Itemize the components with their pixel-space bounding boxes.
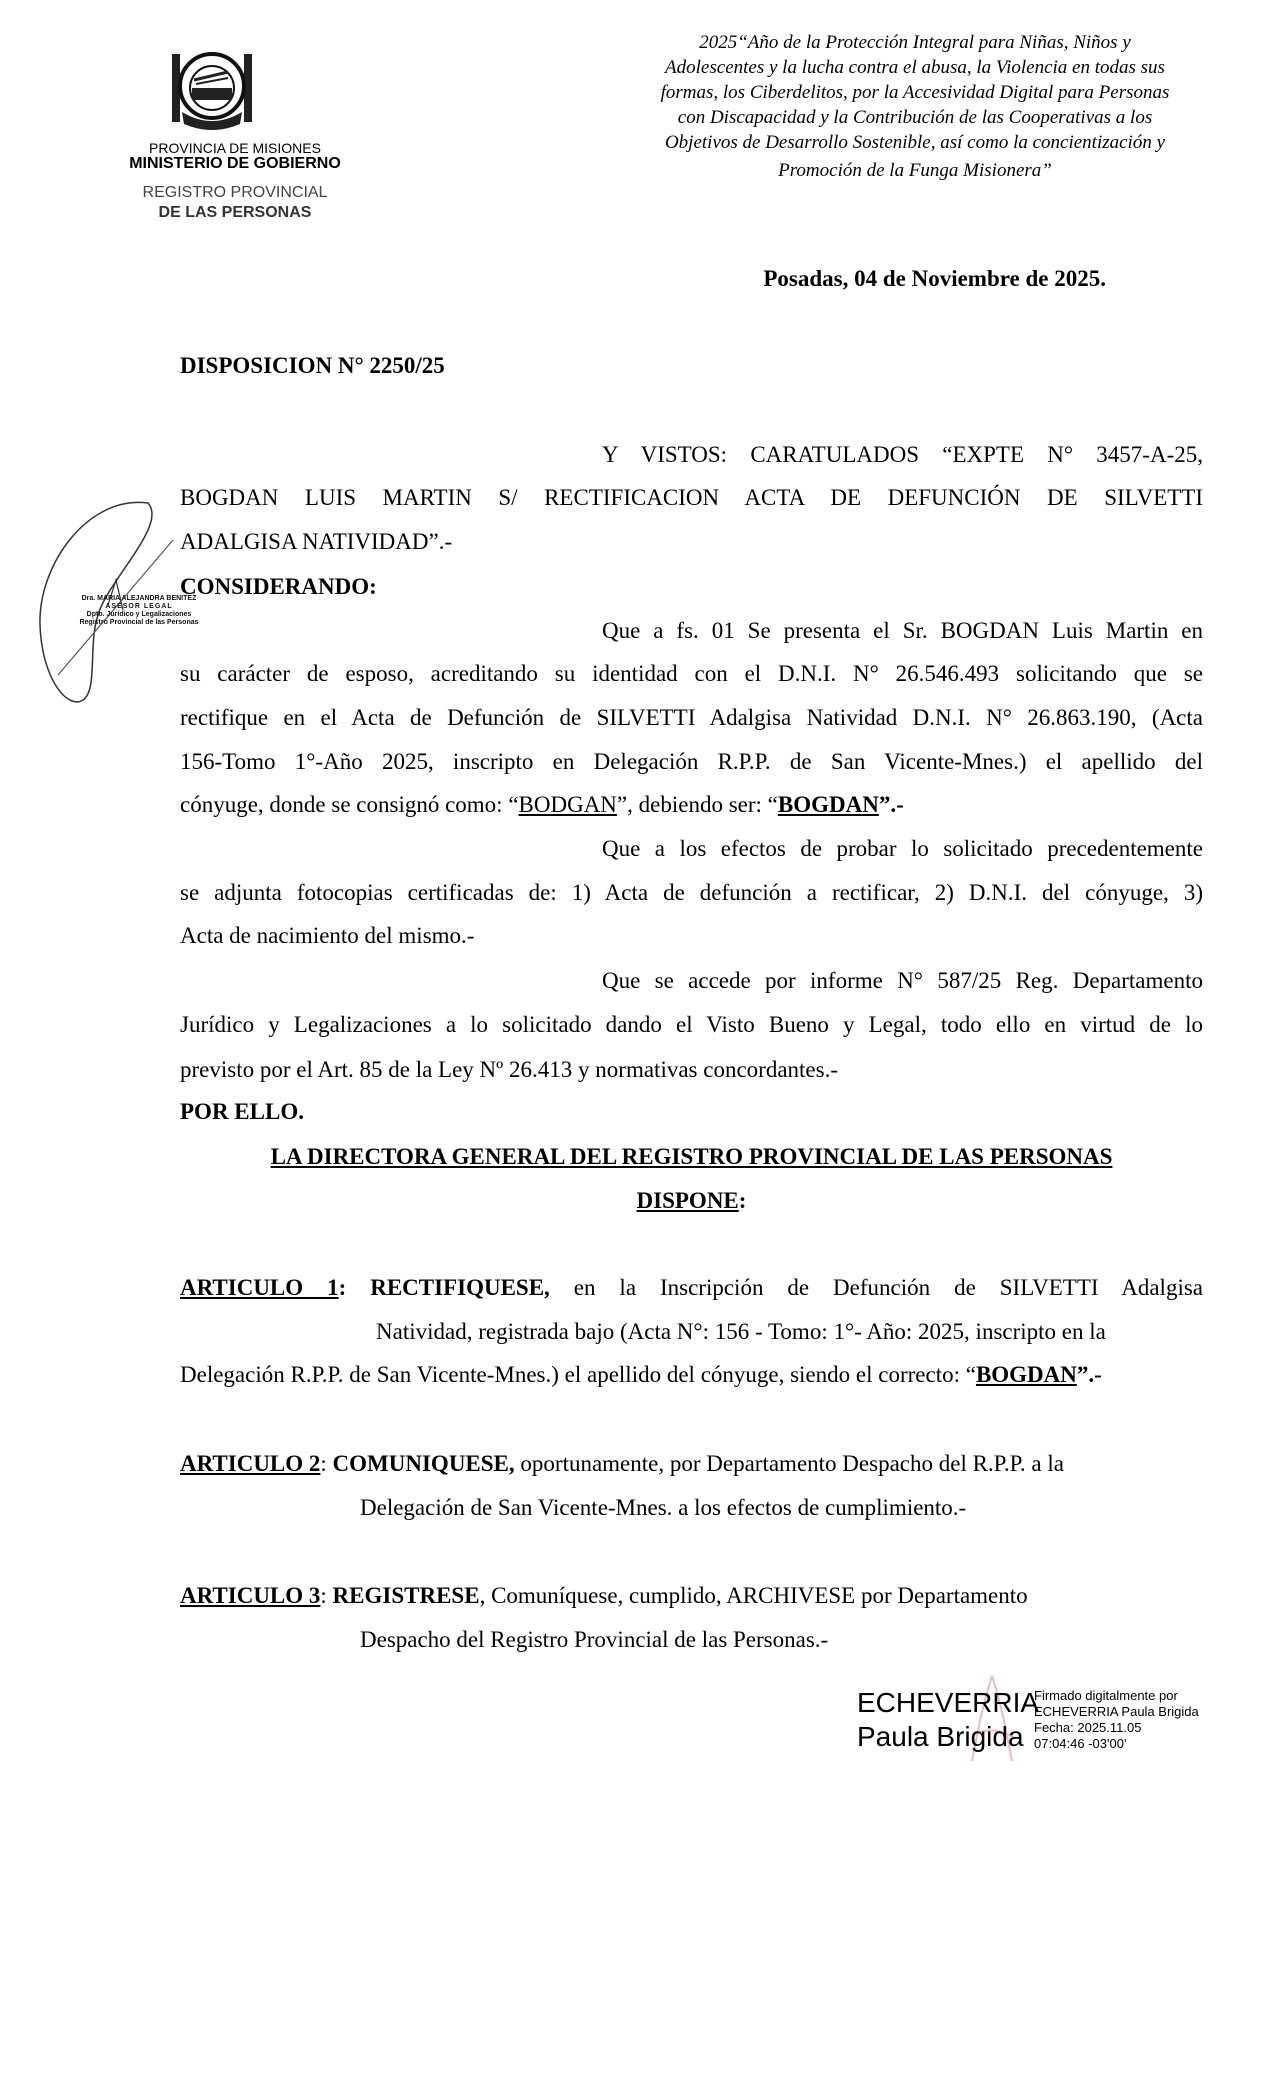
text: cónyuge, donde se consignó como: “ <box>180 792 519 817</box>
por-ello: POR ELLO. <box>180 1099 304 1124</box>
document-date: Posadas, 04 de Noviembre de 2025. <box>763 266 1106 291</box>
paragraph-line: Que se accede por informe N° 587/25 Reg. Departamento <box>602 968 1203 993</box>
colon: : <box>320 1583 333 1608</box>
article-2-line: Delegación de San Vicente-Mnes. a los efectos de cumplimiento.- <box>360 1495 967 1520</box>
motto-line: Adolescentes y la lucha contra el abusa, la Violencia en todas sus <box>665 57 1165 78</box>
stamp-line: Dpto. Jurídico y Legalizaciones <box>86 611 192 618</box>
paragraph-line: Jurídico y Legalizaciones a lo solicitado dando el Visto Bueno y Legal, todo ello en virtud de lo <box>180 1012 1203 1037</box>
text: ”.- <box>1076 1362 1102 1387</box>
paragraph-line: su carácter de esposo, acreditando su identidad con el D.N.I. N° 26.546.493 solicitando que se <box>180 661 1203 686</box>
signature-date: Fecha: 2025.11.05 <box>1034 1720 1142 1735</box>
signer-given-names: Paula Brigida <box>857 1721 1024 1752</box>
paragraph-line: Acta de nacimiento del mismo.- <box>180 923 475 948</box>
article-1-line <box>180 1362 1203 1388</box>
colon: : <box>338 1275 347 1300</box>
signature-info: ECHEVERRIA Paula Brigida <box>1034 1704 1199 1719</box>
disposition-title: DISPOSICION N° 2250/25 <box>180 353 445 378</box>
signer-surname: ECHEVERRIA <box>857 1687 1040 1718</box>
province-seal-logo <box>170 46 254 130</box>
article-verb: REGISTRESE <box>332 1583 480 1608</box>
article-2-line <box>180 1451 1203 1477</box>
year-motto <box>610 30 1220 183</box>
correct-surname: BOGDAN <box>777 792 879 817</box>
stamp-line: Dra. MARIA ALEJANDRA BENITEZ <box>81 595 197 602</box>
text: , Comuníquese, cumplido, ARCHIVESE por Departamento <box>479 1583 1028 1608</box>
directora-heading: LA DIRECTORA GENERAL DEL REGISTRO PROVINCIAL DE LAS PERSONAS <box>270 1144 1113 1169</box>
motto-line: 2025“Año de la Protección Integral para Niñas, Niños y <box>699 32 1131 53</box>
signature-info: Firmado digitalmente por <box>1034 1688 1178 1703</box>
text: en la Inscripción de Defunción de SILVETTI Adalgisa <box>549 1275 1203 1300</box>
considerando-heading: CONSIDERANDO: <box>180 574 377 599</box>
article-1-line <box>180 1275 1203 1301</box>
correct-surname: BOGDAN <box>975 1362 1077 1387</box>
signature-time: 07:04:46 -03'00' <box>1034 1736 1127 1751</box>
article-label: ARTICULO 2 <box>180 1451 321 1476</box>
motto-line: con Discapacidad y la Contribución de las Cooperativas a los <box>677 107 1153 128</box>
dispone: DISPONE <box>636 1188 739 1213</box>
motto-line: Promoción de la Funga Misionera” <box>778 160 1052 181</box>
paragraph-line: rectifique en el Acta de Defunción de SILVETTI Adalgisa Natividad D.N.I. N° 26.863.190, (Acta <box>180 705 1203 730</box>
dispone-heading <box>180 1188 1203 1214</box>
paragraph-line: previsto por el Art. 85 de la Ley Nº 26.413 y normativas concordantes.- <box>180 1057 838 1082</box>
vistos-line: BOGDAN LUIS MARTIN S/ RECTIFICACION ACTA DE DEFUNCIÓN DE SILVETTI <box>180 485 1203 510</box>
colon: : <box>738 1188 747 1213</box>
text: ”.- <box>878 792 904 817</box>
text: ”, debiendo ser: “ <box>616 792 778 817</box>
stamp-line: Registro Provincial de las Personas <box>79 619 199 626</box>
article-verb: RECTIFIQUESE, <box>370 1275 550 1300</box>
wrong-surname: BODGAN <box>518 792 617 817</box>
vistos-line: ADALGISA NATIVIDAD”.- <box>180 529 453 554</box>
paragraph-line <box>180 792 1203 818</box>
text: Delegación R.P.P. de San Vicente-Mnes.) el apellido del cónyuge, siendo el correcto: “ <box>180 1362 976 1387</box>
registry-name-2: DE LAS PERSONAS <box>158 204 312 221</box>
paragraph-line: 156-Tomo 1°-Año 2025, inscripto en Delegación R.P.P. de San Vicente-Mnes.) el apellido del <box>180 749 1203 774</box>
article-verb: COMUNIQUESE, <box>332 1451 515 1476</box>
paragraph-line: se adjunta fotocopias certificadas de: 1) Acta de defunción a rectificar, 2) D.N.I. del cónyuge, 3) <box>180 880 1203 905</box>
colon: : <box>320 1451 333 1476</box>
paragraph-line: Que a fs. 01 Se presenta el Sr. BOGDAN Luis Martin en <box>602 618 1203 643</box>
article-label: ARTICULO 3 <box>180 1583 321 1608</box>
motto-line: formas, los Ciberdelitos, por la Accesividad Digital para Personas <box>660 82 1170 103</box>
vistos-line: Y VISTOS: CARATULADOS “EXPTE N° 3457-A-25, <box>602 442 1203 467</box>
article-3-line: Despacho del Registro Provincial de las Personas.- <box>360 1627 829 1652</box>
province-name: PROVINCIA DE MISIONES <box>149 140 321 156</box>
article-1-line: Natividad, registrada bajo (Acta N°: 156 - Tomo: 1°- Año: 2025, inscripto en la <box>376 1319 1106 1344</box>
registry-name-1: REGISTRO PROVINCIAL <box>142 184 328 201</box>
stamp-line: ASESOR LEGAL <box>105 603 173 610</box>
paragraph-line: Que a los efectos de probar lo solicitado precedentemente <box>602 836 1203 861</box>
legal-advisor-stamp <box>28 495 199 710</box>
article-3-line <box>180 1583 1203 1609</box>
motto-line: Objetivos de Desarrollo Sostenible, así como la concientización y <box>664 132 1166 153</box>
ministry-name: MINISTERIO DE GOBIERNO <box>129 155 341 172</box>
article-label: ARTICULO 1 <box>180 1275 339 1300</box>
text: oportunamente, por Departamento Despacho del R.P.P. a la <box>514 1451 1064 1476</box>
